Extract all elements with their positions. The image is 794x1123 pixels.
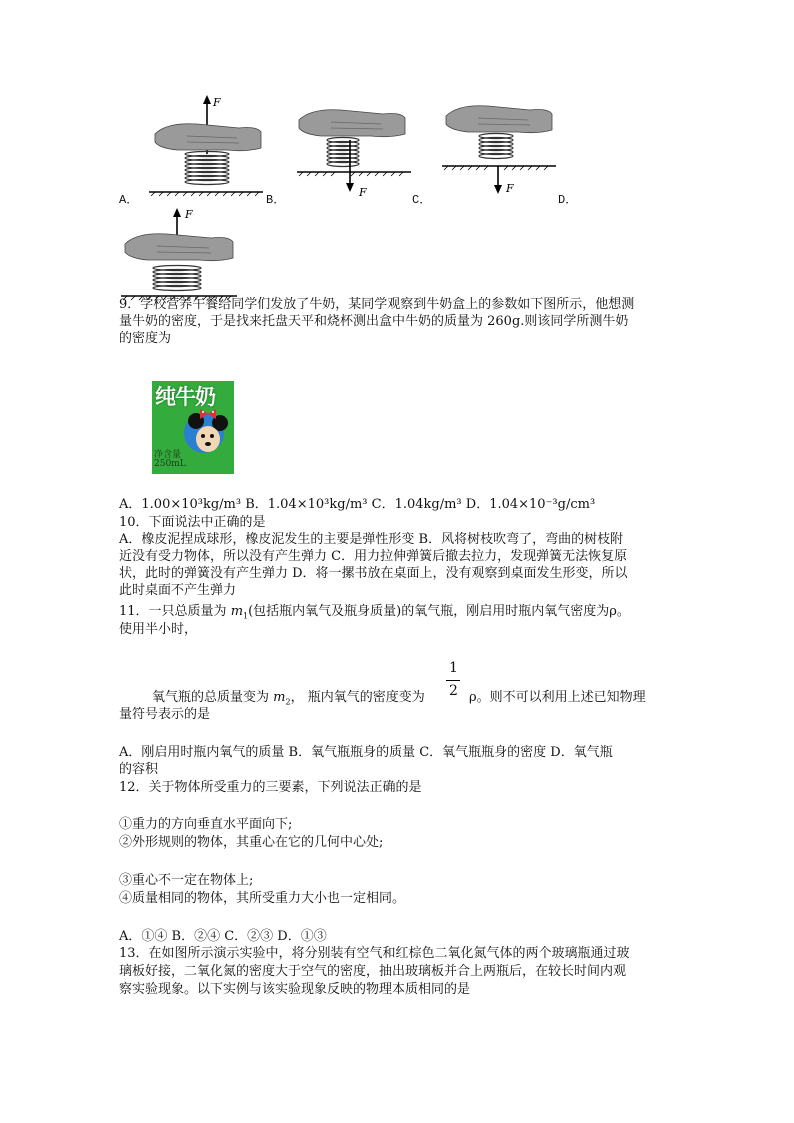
q10-options-line-4: 此时桌面不产生弹力: [119, 583, 237, 598]
q9-options: A．1.00×10³kg/m³ B．1.04×10³kg/m³ C．1.04kg/m³ D．1.04×10⁻³g/cm³: [119, 497, 596, 512]
q12-stem: 12．关于物体所受重力的三要素，下列说法正确的是: [119, 780, 422, 795]
q10-options-line-2: 近没有受力物体，所以没有产生弹力 C．用力拉伸弹簧后撤去拉力，发现弹簧无法恢复原: [119, 549, 628, 564]
carton-net-content-label: 净含量: [154, 450, 182, 460]
q9-stem-line-2: 量牛奶的密度，于是找来托盘天平和烧杯测出盒中牛奶的质量为 260g.则该同学所测牛奶: [119, 314, 629, 329]
q12-item-3: ③重心不一定在物体上;: [119, 873, 254, 888]
q11-options-line-2: 的容积: [119, 762, 159, 777]
symbol-m1: m: [230, 604, 244, 619]
q12-item-2: ②外形规则的物体，其重心在它的几何中心处;: [119, 835, 384, 850]
hand-icon: [125, 234, 233, 261]
carton-brand: 纯牛奶: [155, 385, 215, 409]
q11-text: 。则不可以利用上述已知物理: [476, 690, 646, 705]
force-label: F: [359, 186, 367, 199]
q10-stem: 10．下面说法中正确的是: [119, 515, 266, 530]
fraction-numerator: 1: [449, 660, 458, 676]
force-label: F: [506, 182, 514, 195]
milk-carton-image: [152, 381, 234, 474]
q11-stem-line-4: 量符号表示的是: [119, 707, 211, 722]
q11-text: ， 瓶内氧气的密度变为: [290, 690, 425, 705]
q12-item-1: ①重力的方向垂直水平面向下;: [119, 817, 293, 832]
q11-options-line-1: A．刚启用时瓶内氧气的质量 B．氧气瓶瓶身的质量 C．氧气瓶瓶身的密度 D．氧气瓶: [119, 745, 613, 760]
hand-icon: [446, 106, 552, 133]
q8-option-a-label: A．: [119, 193, 139, 207]
q12-item-4: ④质量相同的物体，其所受重力大小也一定相同。: [119, 891, 406, 906]
q10-options-line-3: 状，此时的弹簧没有产生弹力 D．将一摞书放在桌面上，没有观察到桌面发生形变，所以: [119, 566, 628, 581]
q13-stem-line-3: 察实验现象。以下实例与该实验现象反映的物理本质相同的是: [119, 982, 471, 997]
q9-stem-line-1: 9．学校营养午餐给同学们发放了牛奶，某同学观察到牛奶盒上的参数如下图所示，他想测: [119, 297, 635, 312]
q11-stem-line-2: 使用半小时，: [119, 622, 198, 637]
q11-text: (包括瓶内氧气及瓶身质量)的氧气瓶，刚启用时瓶内氧气密度为ρ。: [248, 604, 630, 619]
figure-spring-b: [295, 104, 413, 204]
q11-text: 11．一只总质量为: [119, 604, 231, 619]
hand-icon: [299, 110, 405, 137]
q8-option-c-label: C．: [412, 193, 432, 207]
q11-stem-line-3-rho: [469, 689, 646, 706]
q8-option-b-label: B．: [266, 193, 286, 207]
q9-stem-line-3: 的密度为: [119, 331, 172, 346]
force-label: F: [213, 96, 221, 109]
q8-option-d-label: D．: [558, 193, 578, 207]
figure-spring-c: [440, 102, 558, 202]
figure-spring-d: [119, 204, 239, 304]
fraction-denominator: 2: [449, 683, 458, 699]
symbol-m1-subscript: 1: [243, 611, 249, 621]
symbol-rho: ρ: [469, 690, 477, 705]
fraction-bar: [446, 680, 460, 681]
symbol-m2: m: [273, 690, 286, 705]
q13-stem-line-2: 璃板好接，二氧化氮的密度大于空气的密度，抽出玻璃板并合上两瓶后，在较长时间内观: [119, 964, 627, 979]
carton-volume: 250mL: [154, 459, 186, 469]
q10-options-line-1: A．橡皮泥捏成球形，橡皮泥发生的主要是弹性形变 B．风将树枝吹弯了，弯曲的树枝附: [119, 532, 624, 547]
q12-options: A．①④ B．②④ C．②③ D．①③: [119, 929, 327, 944]
q11-text: 氧气瓶的总质量变为: [152, 690, 274, 705]
hand-icon: [155, 124, 261, 151]
figure-spring-a: [147, 92, 265, 202]
force-label: F: [185, 208, 193, 221]
symbol-m2-subscript: 2: [285, 697, 291, 707]
q13-stem-line-1: 13．在如图所示演示实验中，将分别装有空气和红棕色二氧化氮气体的两个玻璃瓶通过玻: [119, 946, 630, 961]
